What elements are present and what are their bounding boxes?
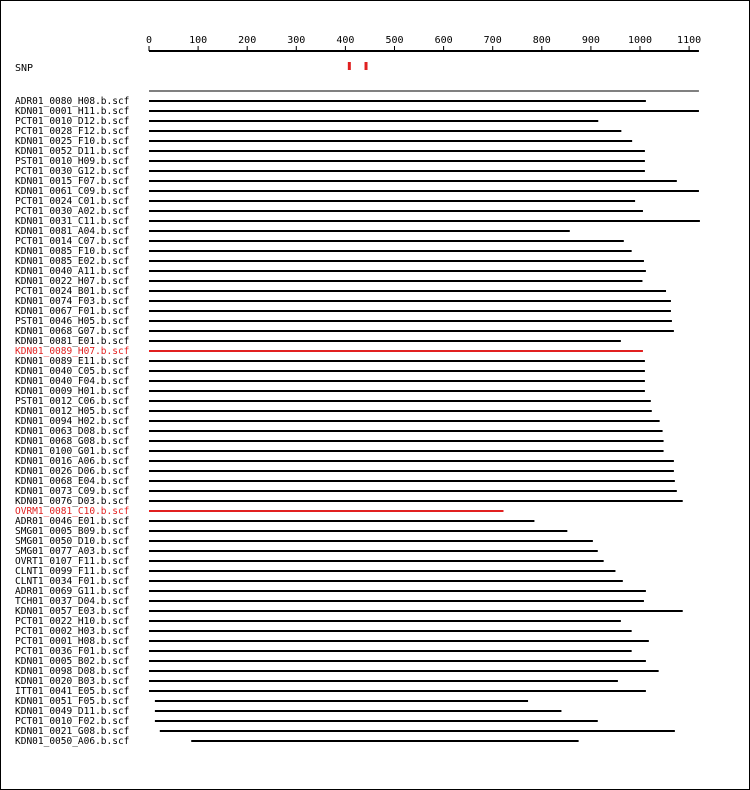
axis-tick-label: 600: [434, 35, 453, 46]
read-name: PCT01_0002_H03.b.scf: [15, 626, 130, 637]
read-name: KDN01_0005_B02.b.scf: [15, 656, 130, 667]
snp-track: [15, 62, 368, 74]
read-name: KDN01_0049_D11.b.scf: [15, 706, 130, 717]
read-name: KDN01_0050_A06.b.scf: [15, 736, 130, 747]
read-name: KDN01_0061_C09.b.scf: [15, 186, 130, 197]
read-name: KDN01_0040_F04.b.scf: [15, 376, 130, 387]
read-name: PCT01_0028_F12.b.scf: [15, 126, 130, 137]
snp-marker: [365, 62, 368, 70]
read-name: KDN01_0001_H11.b.scf: [15, 106, 130, 117]
read-name: KDN01_0015_F07.b.scf: [15, 176, 130, 187]
alignment-chart: [1, 1, 749, 789]
read-name: KDN01_0094_H02.b.scf: [15, 416, 130, 427]
read-name: KDN01_0040_C05.b.scf: [15, 366, 130, 377]
read-name: PCT01_0022_H10.b.scf: [15, 616, 130, 627]
read-name: PCT01_0030_G12.b.scf: [15, 166, 130, 177]
read-name: PST01_0010_H09.b.scf: [15, 156, 130, 167]
read-name: KDN01_0020_B03.b.scf: [15, 676, 130, 687]
read-name: KDN01_0040_A11.b.scf: [15, 266, 130, 277]
read-name: KDN01_0085_E02.b.scf: [15, 256, 130, 267]
read-name: KDN01_0052_D11.b.scf: [15, 146, 130, 157]
read-name: ADR01_0046_E01.b.scf: [15, 516, 130, 527]
read-name: KDN01_0009_H01.b.scf: [15, 386, 130, 397]
axis-tick-label: 1100: [677, 35, 702, 46]
read-name: KDN01_0076_D03.b.scf: [15, 496, 130, 507]
read-name: PCT01_0010_D12.b.scf: [15, 116, 130, 127]
read-name: PCT01_0024_B01.b.scf: [15, 286, 130, 297]
read-name: KDN01_0012_H05.b.scf: [15, 406, 130, 417]
read-name: SMG01_0050_D10.b.scf: [15, 536, 130, 547]
read-name: KDN01_0016_A06.b.scf: [15, 456, 130, 467]
read-name: KDN01_0081_A04.b.scf: [15, 226, 130, 237]
read-list: [15, 96, 700, 747]
snp-marker: [348, 62, 351, 70]
read-name: KDN01_0031_C11.b.scf: [15, 216, 130, 227]
axis-tick-label: 300: [287, 35, 306, 46]
read-name: PCT01_0010_F02.b.scf: [15, 716, 130, 727]
axis-tick-label: 900: [581, 35, 600, 46]
read-name: PCT01_0030_A02.b.scf: [15, 206, 130, 217]
read-name: ADR01_0080_H08.b.scf: [15, 96, 130, 107]
read-name: PST01_0012_C06.b.scf: [15, 396, 130, 407]
read-name: OVRT1_0107_F11.b.scf: [15, 556, 130, 567]
read-name: KDN01_0081_E01.b.scf: [15, 336, 130, 347]
read-row: [15, 736, 579, 747]
axis-tick-label: 0: [145, 35, 153, 46]
axis-tick-label: 700: [483, 35, 502, 46]
read-name: KDN01_0073_C09.b.scf: [15, 486, 130, 497]
read-name: KDN01_0068_G08.b.scf: [15, 436, 130, 447]
axis-tick-label: 200: [238, 35, 257, 46]
read-name: KDN01_0051_F05.b.scf: [15, 696, 130, 707]
read-name: PST01_0046_H05.b.scf: [15, 316, 130, 327]
read-name: PCT01_0014_C07.b.scf: [15, 236, 130, 247]
read-name: KDN01_0068_G07.b.scf: [15, 326, 130, 337]
read-name: CLNT1_0034_F01.b.scf: [15, 576, 130, 587]
read-name: KDN01_0063_D08.b.scf: [15, 426, 130, 437]
axis-tick-label: 400: [336, 35, 355, 46]
read-name: SMG01_0005_B09.b.scf: [15, 526, 130, 537]
read-name: KDN01_0074_F03.b.scf: [15, 296, 130, 307]
position-axis: [146, 35, 701, 51]
read-name: KDN01_0089_H07.b.scf: [15, 346, 130, 357]
read-name: ADR01_0069_G11.b.scf: [15, 586, 130, 597]
read-name: PCT01_0001_H08.b.scf: [15, 636, 130, 647]
axis-tick-label: 1000: [627, 35, 653, 46]
read-name: KDN01_0067_F01.b.scf: [15, 306, 130, 317]
read-name: KDN01_0089_E11.b.scf: [15, 356, 130, 367]
axis-tick-label: 800: [532, 35, 551, 46]
read-name: KDN01_0057_E03.b.scf: [15, 606, 130, 617]
read-name: KDN01_0022_H07.b.scf: [15, 276, 130, 287]
snp-label: SNP: [15, 63, 34, 74]
read-name: SMG01_0077_A03.b.scf: [15, 546, 130, 557]
read-name: KDN01_0100_G01.b.scf: [15, 446, 130, 457]
read-name: KDN01_0026_D06.b.scf: [15, 466, 130, 477]
axis-tick-label: 100: [189, 35, 208, 46]
read-name: OVRM1_0081_C10.b.scf: [15, 506, 130, 517]
read-name: KDN01_0098_D08.b.scf: [15, 666, 130, 677]
read-name: PCT01_0036_F01.b.scf: [15, 646, 130, 657]
axis-tick-label: 500: [385, 35, 404, 46]
read-name: KDN01_0068_E04.b.scf: [15, 476, 130, 487]
read-name: CLNT1_0099_F11.b.scf: [15, 566, 130, 577]
read-name: ITT01_0041_E05.b.scf: [15, 686, 130, 697]
read-name: KDN01_0025_F10.b.scf: [15, 136, 130, 147]
read-name: KDN01_0021_G08.b.scf: [15, 726, 130, 737]
read-name: PCT01_0024_C01.b.scf: [15, 196, 130, 207]
read-name: KDN01_0085_F10.b.scf: [15, 246, 130, 257]
read-name: TCH01_0037_D04.b.scf: [15, 596, 130, 607]
